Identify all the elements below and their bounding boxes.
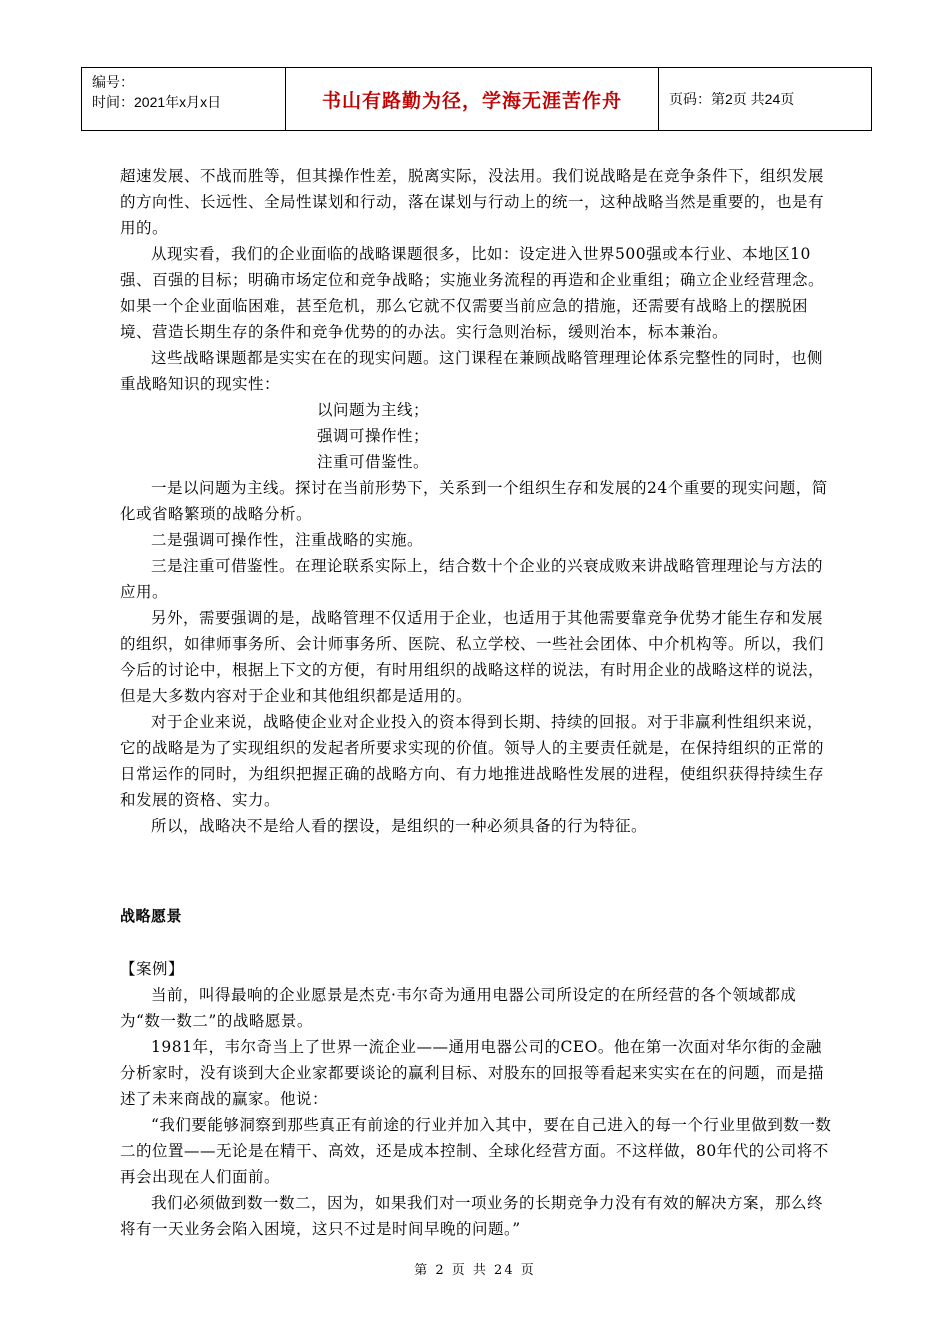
header-page-cell [659, 68, 871, 130]
paragraph: 对于企业来说，战略使企业对企业投入的资本得到长期、持续的回报。对于非赢利性组织来说，它的战略是为了实现组织的发起者所要求实现的价值。领导人的主要责任就是，在保持组织的正常的日常运作的同时，为组织把握正确的战略方向、有力地推进战略性发展的进程，使组织获得持续生存和发展的资格、实力。 [120, 713, 825, 809]
header-table [81, 67, 872, 131]
paragraph: 三是注重可借鉴性。在理论联系实际上，结合数十个企业的兴衰成败来讲战略管理理论与方法的应用。 [120, 557, 824, 601]
list-item: 强调可操作性； [317, 427, 430, 445]
section-heading: 战略愿景 [120, 907, 183, 925]
document-body [120, 163, 832, 1242]
paragraph: 二是强调可操作性，注重战略的实施。 [151, 531, 424, 549]
document-time-label: 时间：2021年x月x日 [92, 94, 222, 110]
header-motto-cell [286, 68, 659, 130]
document-number-label: 编号： [92, 74, 134, 90]
paragraph: 这些战略课题都是实实在在的现实问题。这门课程在兼顾战略管理理论体系完整性的同时，也侧重战略知识的现实性： [120, 349, 824, 393]
header-motto: 书山有路勤为径，学海无涯苦作舟 [321, 89, 622, 112]
list-item: 以问题为主线； [317, 401, 430, 419]
paragraph: 一是以问题为主线。探讨在当前形势下，关系到一个组织生存和发展的24个重要的现实问题，简化或省略繁琐的战略分析。 [120, 479, 828, 523]
case-label: 【案例】 [120, 960, 185, 978]
paragraph: 当前，叫得最响的企业愿景是杰克·韦尔奇为通用电器公司所设定的在所经营的各个领域都成为“数一数二”的战略愿景。 [120, 986, 797, 1030]
page-footer: 第 2 页 共 24 页 [414, 1263, 536, 1278]
quote-paragraph: “我们要能够洞察到那些真正有前途的行业并加入其中，要在自己进入的每一个行业里做到数一数二的位置——无论是在精干、高效，还是成本控制、全球化经营方面。不这样做，80年代的公司将不再会出现在人们面前。 [120, 1116, 832, 1186]
paragraph: 从现实看，我们的企业面临的战略课题很多，比如：设定进入世界500强或本行业、本地区10强、百强的目标；明确市场定位和竞争战略；实施业务流程的再造和企业重组；确立企业经营理念。如果一个企业面临困难，甚至危机，那么它就不仅需要当前应急的措施，还需要有战略上的摆脱困境、营造长期生存的条件和竞争优势的的办法。实行急则治标，缓则治本，标本兼治。 [120, 245, 825, 341]
quote-paragraph: 我们必须做到数一数二，因为，如果我们对一项业务的长期竞争力没有有效的解决方案，那么终将有一天业务会陷入困境，这只不过是时间早晚的问题。” [120, 1194, 824, 1238]
header-page-label: 页码：第2页 共24页 [669, 91, 795, 107]
spacer [120, 929, 832, 956]
header-meta [82, 68, 286, 130]
paragraph: 超速发展、不战而胜等，但其操作性差，脱离实际，没法用。我们说战略是在竞争条件下，组织发展的方向性、长远性、全局性谋划和行动，落在谋划与行动上的统一，这种战略当然是重要的，也是有用的。 [120, 167, 825, 237]
spacer [120, 839, 832, 903]
paragraph: 另外，需要强调的是，战略管理不仅适用于企业，也适用于其他需要靠竞争优势才能生存和发展的组织，如律师事务所、会计师事务所、医院、私立学校、一些社会团体、中介机构等。所以，我们今后的讨论中，根据上下文的方便，有时用组织的战略这样的说法，有时用企业的战略这样的说法，但是大多数内容对于企业和其他组织都是适用的。 [120, 609, 825, 705]
list-item: 注重可借鉴性。 [317, 453, 430, 471]
paragraph: 所以，战略决不是给人看的摆设，是组织的一种必须具备的行为特征。 [151, 817, 648, 835]
paragraph: 1981年，韦尔奇当上了世界一流企业——通用电器公司的CEO。他在第一次面对华尔街的金融分析家时，没有谈到大企业家都要谈论的赢利目标、对股东的回报等看起来实实在在的问题，而是描述了未来商战的赢家。他说： [120, 1038, 825, 1108]
